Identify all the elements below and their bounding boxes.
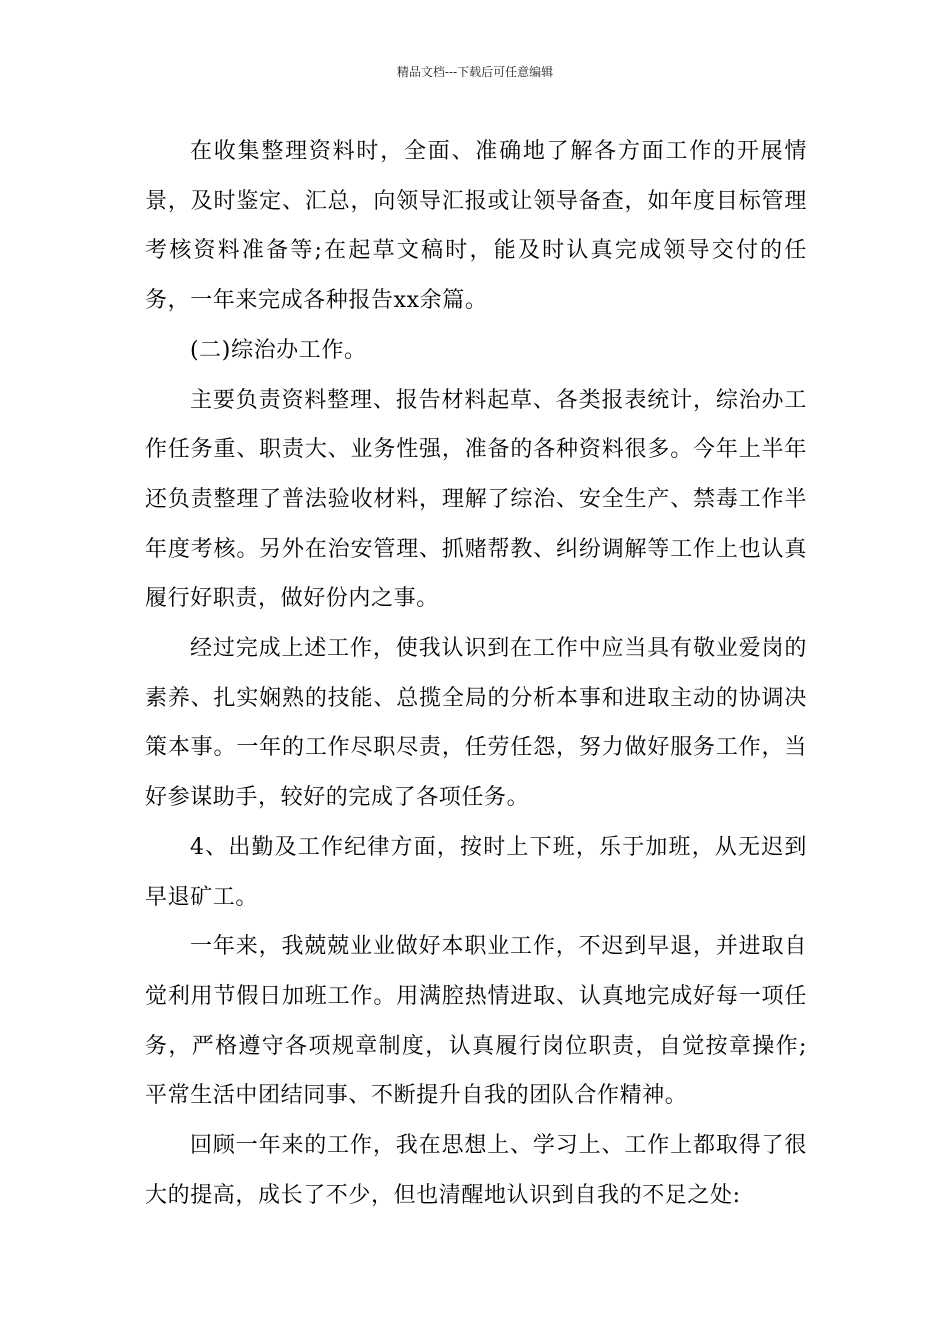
paragraph: 4、出勤及工作纪律方面，按时上下班，乐于加班，从无迟到早退矿工。 — [145, 834, 807, 910]
paragraph: 经过完成上述工作，使我认识到在工作中应当具有敬业爱岗的素养、扎实娴熟的技能、总揽全局的分析本事和进取主动的协调决策本事。一年的工作尽职尽责，任劳任怨，努力做好服务工作，当好参谋助手，较好的完成了各项任务。 — [145, 636, 807, 811]
paragraph: 主要负责资料整理、报告材料起草、各类报表统计，综治办工作任务重、职责大、业务性强，准备的各种资料很多。今年上半年还负责整理了普法验收材料，理解了综治、安全生产、禁毒工作半年度考核。另外在治安管理、抓赌帮教、纠纷调解等工作上也认真履行好职责，做好份内之事。 — [145, 387, 807, 612]
paragraph: (二)综治办工作。 — [190, 337, 367, 363]
document-body — [145, 127, 807, 1220]
paragraph: 回顾一年来的工作，我在思想上、学习上、工作上都取得了很大的提高，成长了不少，但也清醒地认识到自我的不足之处: — [145, 1133, 807, 1208]
paragraph: 在收集整理资料时，全面、准确地了解各方面工作的开展情景，及时鉴定、汇总，向领导汇报或让领导备查，如年度目标管理考核资料准备等;在起草文稿时，能及时认真完成领导交付的任务，一年来完成各种报告xx余篇。 — [145, 139, 807, 314]
page-header: 精品文档---下载后可任意编辑 — [396, 65, 554, 79]
paragraph: 一年来，我兢兢业业做好本职业工作，不迟到早退，并进取自觉利用节假日加班工作。用满腔热情进取、认真地完成好每一项任务，严格遵守各项规章制度，认真履行岗位职责，自觉按章操作;平常生活中团结同事、不断提升自我的团队合作精神。 — [145, 934, 807, 1109]
